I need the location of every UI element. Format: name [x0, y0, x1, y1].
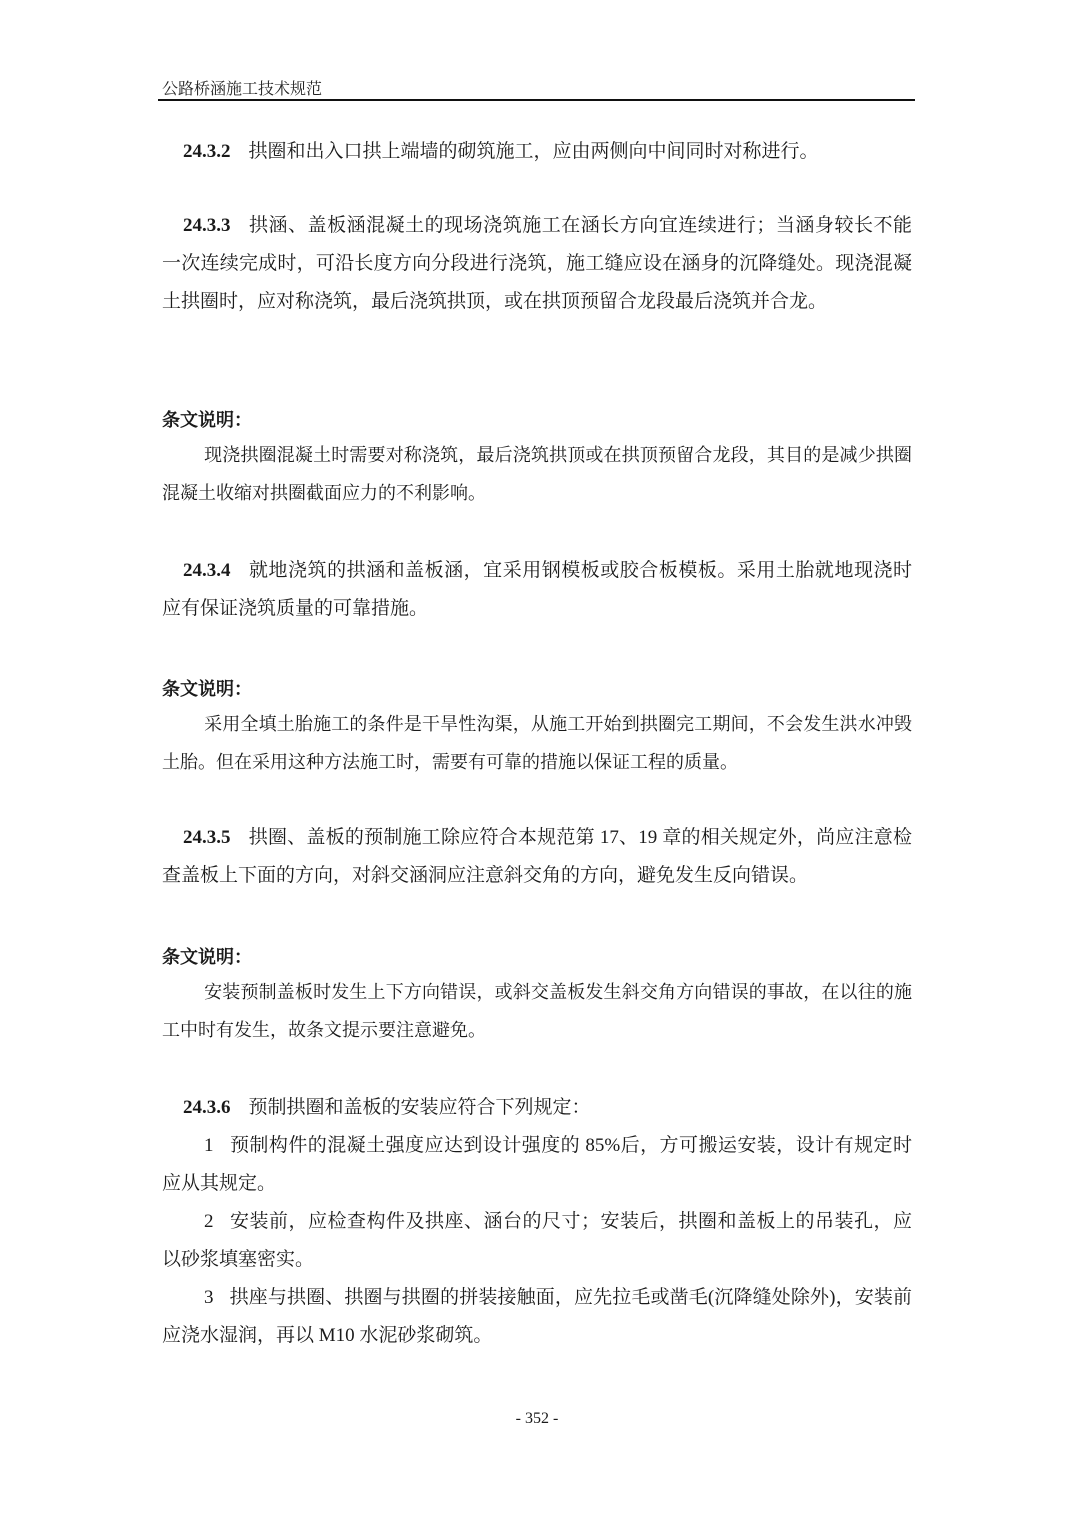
item-text: 预制构件的混凝土强度应达到设计强度的 85%后，方可搬运安装，设计有规定时应从其规定。: [162, 1135, 912, 1194]
list-item: [162, 1279, 912, 1355]
running-header-title: 公路桥涵施工技术规范: [162, 81, 323, 98]
note-body: 安装预制盖板时发生上下方向错误，或斜交盖板发生斜交角方向错误的事故，在以往的施工中时有发生，故条文提示要注意避免。: [162, 982, 912, 1041]
page-number: - 352 -: [515, 1410, 559, 1427]
clause-number: 24.3.5: [183, 827, 231, 848]
list-item: [162, 1203, 912, 1279]
list-item: [162, 1127, 912, 1203]
clause-24-3-3: [162, 207, 912, 321]
clause-number: 24.3.4: [183, 560, 231, 581]
clause-number: 24.3.2: [183, 141, 231, 162]
clause-text: 预制拱圈和盖板的安装应符合下列规定：: [248, 1097, 591, 1118]
note-body: 采用全填土胎施工的条件是干旱性沟渠，从施工开始到拱圈完工期间，不会发生洪水冲毁土胎。但在采用这种方法施工时，需要有可靠的措施以保证工程的质量。: [162, 714, 912, 773]
clause-24-3-4: [162, 552, 912, 628]
header-rule: [158, 99, 915, 101]
item-number: 2: [204, 1211, 214, 1232]
item-number: 1: [204, 1135, 214, 1156]
clause-text: 拱圈、盖板的预制施工除应符合本规范第 17、19 章的相关规定外，尚应注意检查盖板上下面的方向，对斜交涵洞应注意斜交角的方向，避免发生反向错误。: [162, 827, 912, 886]
note-text: [162, 706, 912, 782]
item-text: 安装前，应检查构件及拱座、涵台的尺寸；安装后，拱圈和盖板上的吊装孔，应以砂浆填塞密实。: [162, 1211, 912, 1270]
note-heading: 条文说明：: [162, 947, 252, 968]
note-text: [162, 974, 912, 1050]
clause-number: 24.3.3: [183, 215, 231, 236]
clause-text: 拱圈和出入口拱上端墙的砌筑施工，应由两侧向中间同时对称进行。: [248, 141, 819, 162]
clause-24-3-5: [162, 819, 912, 895]
note-heading: 条文说明：: [162, 410, 252, 431]
clause-number: 24.3.6: [183, 1097, 231, 1118]
clause-24-3-2: [162, 133, 912, 171]
clause-text: 就地浇筑的拱涵和盖板涵，宜采用钢模板或胶合板模板。采用土胎就地现浇时应有保证浇筑质量的可靠措施。: [162, 560, 912, 619]
item-text: 拱座与拱圈、拱圈与拱圈的拼装接触面，应先拉毛或凿毛(沉降缝处除外)，安装前应浇水湿润，再以 M10 水泥砂浆砌筑。: [162, 1287, 912, 1346]
clause-text: 拱涵、盖板涵混凝土的现场浇筑施工在涵长方向宜连续进行；当涵身较长不能一次连续完成时，可沿长度方向分段进行浇筑，施工缝应设在涵身的沉降缝处。现浇混凝土拱圈时，应对称浇筑，最后浇筑拱顶，或在拱顶预留合龙段最后浇筑并合龙。: [162, 215, 912, 312]
note-text: [162, 437, 912, 513]
item-number: 3: [204, 1287, 214, 1308]
clause-24-3-6: [162, 1089, 912, 1127]
note-heading: 条文说明：: [162, 679, 252, 700]
note-body: 现浇拱圈混凝土时需要对称浇筑，最后浇筑拱顶或在拱顶预留合龙段，其目的是减少拱圈混凝土收缩对拱圈截面应力的不利影响。: [162, 445, 912, 504]
